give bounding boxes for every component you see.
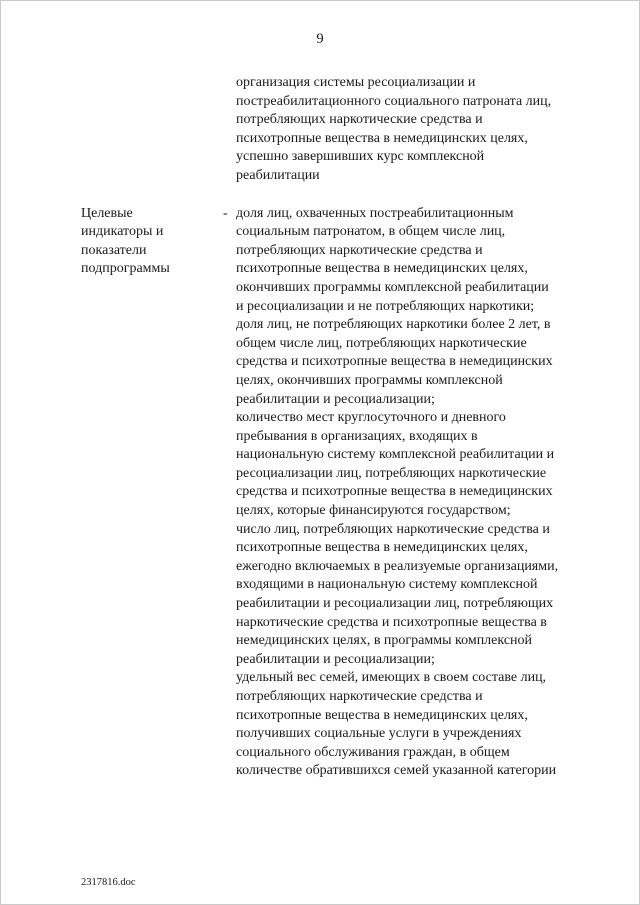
indicators-paragraph: доля лиц, охваченных постреабилитационным социальным патронатом, в общем числе лиц, потребляющих наркотические средства и психотропные вещества в немедицинских целях, окончивших программы комплексной реабилитации и ресоциализации и не потребляющих наркотики; <box>236 205 549 314</box>
indicators-paragraph: доля лиц, не потребляющих наркотики более 2 лет, в общем числе лиц, потребляющих наркотические средства и психотропные вещества в немедицинских целях, окончивших программы комплексной реабилитации и ресоциализации; <box>236 317 553 407</box>
continuation-row <box>81 74 559 186</box>
continuation-paragraph: организация системы ресоциализации и постреабилитационного социального патроната лиц, потребляющих наркотические средства и психотропные вещества в немедицинских целях, успешно завершивших курс комплексной реабилитации <box>236 75 552 183</box>
page-number: 9 <box>316 31 324 47</box>
indicators-paragraph: число лиц, потребляющих наркотические средства и психотропные вещества в немедицинских целях, ежегодно включаемых в реализуемые организациями, входящими в национальную систему комплексной реабилитации и ресоциализации лиц, потребляющих наркотические средства и психотропные вещества в немедицинских целях, в программы комплексной реабилитации и ресоциализации; <box>236 521 559 667</box>
continuation-text-column <box>236 74 559 186</box>
footer-filename: 2317816.doc <box>81 877 136 888</box>
indicators-dash: - <box>223 205 228 221</box>
indicators-paragraph: удельный вес семей, имеющих в своем составе лиц, потребляющих наркотические средства и психотропные вещества в немедицинских целях, получивших социальные услуги в учреждениях социального обслуживания граждан, в общем количестве обратившихся семей указанной категории <box>236 670 557 779</box>
page-content <box>1 1 639 781</box>
indicators-row <box>81 205 559 781</box>
indicators-paragraph: количество мест круглосуточного и дневного пребывания в организациях, входящих в национальную систему комплексной реабилитации и ресоциализации лиц, потребляющих наркотические средства и психотропные вещества в немедицинских целях, которые финансируются государством; <box>236 410 555 519</box>
indicators-row-label: Целевые индикаторы и показатели подпрограммы <box>81 205 170 277</box>
indicators-text-column <box>236 205 559 781</box>
